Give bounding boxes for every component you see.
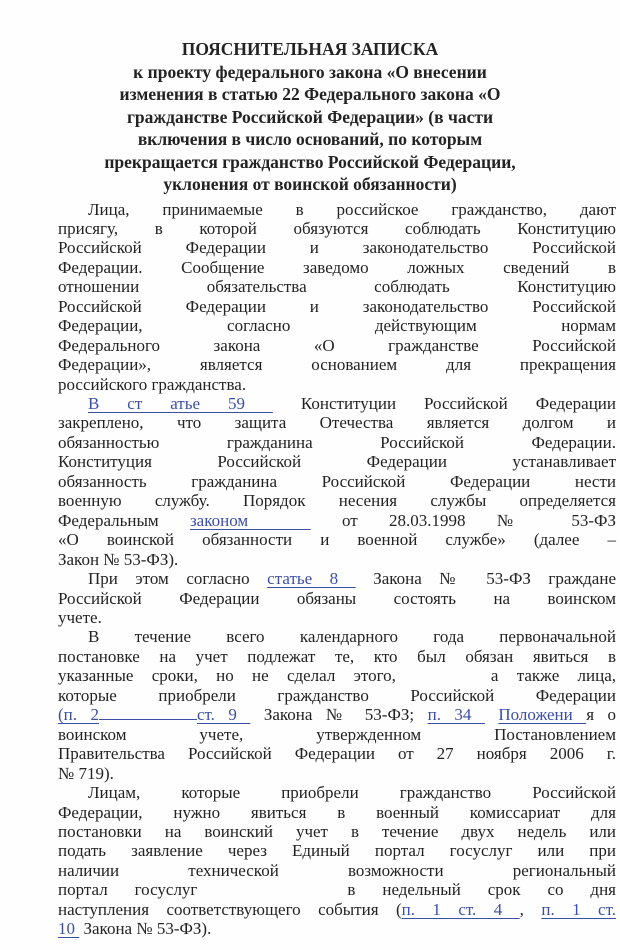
text-run: № 719). — [58, 763, 114, 783]
text-run: Закона № 53-ФЗ). — [79, 919, 212, 939]
text-run: Федеральным — [58, 510, 190, 530]
text-line — [58, 472, 616, 491]
inline-hyperlink[interactable]: законом — [189, 510, 311, 530]
text-line — [58, 589, 616, 608]
text-line — [58, 608, 616, 627]
text-line — [58, 452, 616, 471]
title-line: ПОЯСНИТЕЛЬНАЯ ЗАПИСКА — [181, 39, 439, 59]
text-run: постановке на учет подлежат те, кто был обязан явиться в — [58, 646, 616, 666]
text-run: Российской Федерации и законодательство Российской — [58, 238, 616, 258]
text-line — [58, 783, 616, 802]
text-run: Федерации, нужно явиться в военный комиссариат для — [58, 802, 616, 822]
inline-hyperlink[interactable]: 10 — [58, 919, 80, 939]
text-line — [58, 627, 616, 646]
text-line — [58, 861, 616, 880]
text-line — [58, 647, 616, 666]
text-line — [58, 666, 616, 685]
text-line — [58, 764, 616, 783]
paragraph — [58, 394, 616, 569]
blank-gap — [197, 894, 347, 895]
text-run: подать заявление через Единый портал госуслуг или при — [58, 841, 616, 861]
text-run: , — [519, 899, 542, 919]
inline-hyperlink[interactable]: п. 1 ст. 4 — [401, 899, 520, 919]
text-run: «О воинской обязанности и военной службе» (далее – — [58, 530, 616, 550]
text-line — [58, 803, 616, 822]
text-run: Федерации. Сообщение заведомо ложных сведений в — [58, 257, 616, 277]
text-line — [58, 919, 616, 938]
inline-hyperlink[interactable]: п. 34 — [427, 705, 485, 725]
text-run: я о — [586, 705, 616, 725]
text-run: наступления соответствующего события ( — [58, 899, 402, 919]
text-line — [58, 705, 616, 724]
paragraph — [58, 200, 616, 395]
text-line — [58, 841, 616, 860]
title-line: гражданстве Российской Федерации» (в части — [126, 106, 494, 127]
text-run: портал госуслуг — [58, 880, 198, 900]
paragraph — [58, 627, 616, 783]
text-run: российского гражданства. — [58, 374, 247, 394]
text-line — [58, 355, 616, 374]
text-run: присягу, в которой обязуются соблюдать Конституцию — [58, 218, 616, 238]
text-run: При этом согласно — [88, 569, 268, 589]
text-line — [58, 744, 616, 763]
text-run: отношении обязательства соблюдать Конституцию — [58, 277, 616, 297]
text-line — [58, 200, 616, 219]
text-run: Российской Федерации и законодательство Российской — [58, 296, 616, 316]
text-line — [58, 686, 616, 705]
text-run: учете. — [58, 608, 102, 628]
text-line — [58, 297, 616, 316]
text-run: которые приобрели гражданство Российской Федерации — [58, 685, 616, 705]
underlined-blank-gap — [99, 718, 197, 720]
text-run: Федерации, согласно действующим нормам — [58, 316, 616, 336]
text-line — [58, 238, 616, 257]
title-line: прекращается гражданство Российской Федерации, — [104, 151, 516, 172]
inline-hyperlink[interactable]: (п. 2 — [58, 705, 99, 725]
text-line — [58, 900, 616, 919]
text-line — [58, 394, 616, 413]
text-line — [58, 277, 616, 296]
text-run: закреплено, что защита Отечества является долгом и — [58, 413, 616, 433]
text-line — [58, 413, 616, 432]
text-run: Закона № 53-ФЗ граждане — [355, 569, 616, 589]
title-line: к проекту федерального закона «О внесении — [133, 61, 487, 82]
text-run: указанные сроки, но не сделал этого, — [58, 666, 396, 686]
text-run: воинском учете, утвержденном Постановлением — [58, 724, 616, 744]
document-body — [0, 200, 620, 939]
text-run: Закона № 53-ФЗ; — [250, 705, 428, 725]
text-run: Конституция Российской Федерации устанавливает — [58, 452, 616, 472]
document-title — [0, 38, 620, 196]
paragraph — [58, 569, 616, 627]
text-line — [58, 569, 616, 588]
text-line — [58, 880, 616, 899]
text-line — [58, 530, 616, 549]
text-run: В течение всего календарного года первоначальной — [88, 627, 616, 647]
title-line: включения в число оснований, по которым — [137, 129, 483, 149]
text-run: а также лица, — [490, 666, 616, 686]
text-run: Российской Федерации обязаны состоять на воинском — [58, 588, 616, 608]
text-run: наличии технической возможности региональный — [58, 860, 616, 880]
inline-hyperlink[interactable]: Положени — [498, 705, 587, 725]
inline-hyperlink[interactable]: статье 8 — [267, 569, 356, 589]
inline-hyperlink[interactable]: п. 1 ст. — [541, 899, 617, 919]
title-line: уклонения от воинской обязанности) — [163, 174, 457, 194]
text-line — [58, 550, 616, 569]
text-run: обязанностью гражданина Российской Федерации. — [58, 432, 616, 452]
text-run: Лица, принимаемые в российское гражданство, дают — [88, 199, 616, 219]
text-line — [58, 258, 616, 277]
paragraph — [58, 783, 616, 939]
inline-hyperlink[interactable]: В ст атье 59 — [88, 394, 273, 414]
text-run: Федерального закона «О гражданстве Российской — [58, 335, 616, 355]
text-run: обязанность гражданина Российской Федерации нести — [58, 471, 616, 491]
text-run: в недельный срок со дня — [347, 880, 616, 900]
text-run: постановки на воинский учет в течение двух недель или — [58, 822, 616, 841]
text-run: военную службу. Порядок несения службы определяется — [58, 491, 616, 511]
text-run — [485, 705, 498, 724]
text-line — [58, 822, 616, 841]
text-line — [58, 433, 616, 452]
inline-hyperlink[interactable]: ст. 9 — [196, 705, 251, 725]
blank-gap — [396, 680, 491, 681]
text-line — [58, 316, 616, 335]
text-line — [58, 219, 616, 238]
text-line — [58, 336, 616, 355]
text-line — [58, 375, 616, 394]
text-run: Федерации», является основанием для прекращения — [58, 355, 616, 375]
text-run: Закон № 53-ФЗ). — [58, 549, 179, 569]
text-line — [58, 725, 616, 744]
title-line: изменения в статью 22 Федерального закона «О — [119, 84, 501, 104]
text-run: Конституции Российской Федерации — [272, 394, 616, 414]
text-run: Лицам, которые приобрели гражданство Российской — [88, 783, 616, 803]
text-run: от 28.03.1998 № 53-ФЗ — [310, 510, 616, 530]
text-line — [58, 491, 616, 510]
text-run: Правительства Российской Федерации от 27 ноября 2006 г. — [58, 744, 616, 764]
text-line — [58, 511, 616, 530]
